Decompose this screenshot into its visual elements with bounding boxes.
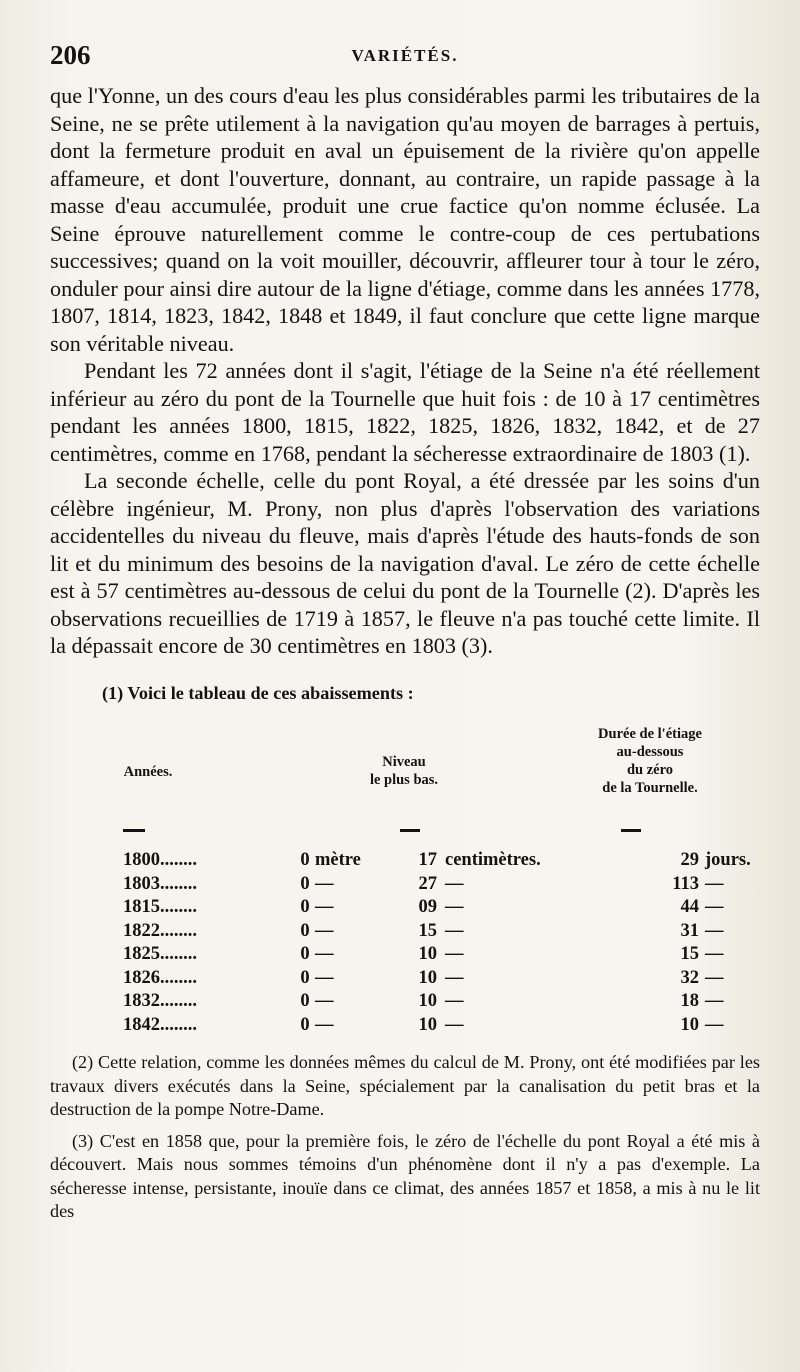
meters-unit-cell: —	[315, 944, 334, 964]
meters-cell: 0	[300, 991, 310, 1011]
days-unit-cell: —	[705, 1014, 724, 1035]
footnote-gap	[50, 1122, 760, 1130]
centimeters-unit-cell: —	[445, 991, 464, 1011]
year-cell: 1832........	[123, 991, 197, 1011]
days-unit-cell: —	[705, 873, 724, 894]
paragraph: que l'Yonne, un des cours d'eau les plus considérables parmi les tributaires de la Seine, ne se prête utilement à la navigation qu'au moyen de barrages à pertuis, dont la fermeture produit en aval un épuisement de la rivière qu'on appelle affameure, et dont l'ouverture, donnant, au contraire, un rapide passage à la masse d'eau accumulée, produit une crue factice qu'on nomme éclusée. La Seine éprouve naturellement comme le contre-coup de ces pertubations successives; quand on la voit mouiller, découvrir, affleurer tour à tour le zéro, onduler pour ainsi dire autour de la ligne d'étiage, comme dans les années 1778, 1807, 1814, 1823, 1842, 1848 et 1849, il faut conclure que cette ligne marque son véritable niveau.	[50, 83, 760, 356]
centimeters-unit-cell: —	[445, 920, 464, 941]
meters-cell: 0	[300, 1014, 310, 1035]
meters-cell: 0	[300, 967, 310, 988]
year-cell: 1803........	[123, 873, 197, 894]
footnote-2: (2) Cette relation, comme les données mêmes du calcul de M. Prony, ont été modifiées par les travaux divers exécutés dans la Seine, spécialement par la canalisation du petit bras et la destruction de la pompe Notre-Dame.	[50, 1052, 760, 1119]
column-header-level	[334, 753, 474, 789]
centimeters-cell: 09	[418, 897, 437, 917]
centimeters-cell: 10	[418, 967, 437, 988]
column-header-duration	[560, 725, 740, 797]
days-cell: 44	[680, 897, 699, 917]
running-head	[50, 40, 760, 74]
centimeters-cell: 17	[418, 850, 437, 870]
centimeters-unit-cell: —	[445, 873, 464, 894]
footnotes	[50, 682, 760, 1224]
header-duration-text: Durée de l'étiage au-dessous du zéro de la Tournelle.	[598, 726, 702, 796]
paragraph: Pendant les 72 années dont il s'agit, l'étiage de la Seine n'a été réellement inférieur au zéro du pont de la Tournelle que huit fois : de 10 à 17 centimètres pendant les années 1800, 1815, 1822, 1825, 1826, 1832, 1842, et de 27 centimètres, comme en 1768, pendant la sécheresse extraordinaire de 1803 (1).	[50, 358, 760, 466]
meters-cell: 0	[300, 850, 310, 870]
centimeters-cell: 15	[418, 920, 437, 941]
year-cell: 1822........	[123, 920, 197, 941]
days-cell: 15	[680, 944, 699, 964]
table-row	[123, 920, 760, 944]
year-cell: 1815........	[123, 897, 197, 917]
days-unit-cell: —	[705, 920, 724, 941]
days-cell: 29	[680, 850, 699, 870]
header-rule	[621, 829, 641, 832]
header-years-text: Années.	[123, 764, 173, 780]
header-rule	[123, 829, 145, 832]
year-cell: 1842........	[123, 1014, 197, 1035]
footnote-1-intro: (1) Voici le tableau de ces abaissements :	[102, 682, 414, 703]
year-cell: 1825........	[123, 944, 197, 964]
column-header-years	[113, 763, 183, 781]
paragraph: La seconde échelle, celle du pont Royal, a été dressée par les soins d'un célèbre ingénieur, M. Prony, non plus d'après l'observation des variations accidentelles du niveau du fleuve, mais d'après l'étude des hauts-fonds de son lit et du minimum des besoins de la navigation d'aval. Le zéro de cette échelle est à 57 centimètres au-dessous de celui du pont de la Tournelle (2). D'après les observations recueillies de 1719 à 1857, le fleuve n'a pas touché cette limite. Il la dépassait encore de 30 centimètres en 1803 (3).	[50, 468, 760, 658]
centimeters-cell: 27	[418, 873, 437, 894]
centimeters-unit-cell: —	[445, 1014, 464, 1035]
days-cell: 32	[680, 967, 699, 988]
centimeters-unit-cell: —	[445, 944, 464, 964]
meters-unit-cell: —	[315, 1014, 334, 1035]
meters-cell: 0	[300, 897, 310, 917]
days-unit-cell: jours.	[705, 850, 751, 870]
year-cell: 1826........	[123, 967, 197, 988]
table-row	[123, 849, 760, 873]
centimeters-unit-cell: —	[445, 967, 464, 988]
table-row	[123, 873, 760, 897]
meters-unit-cell: —	[315, 897, 334, 917]
table-row	[123, 990, 760, 1014]
centimeters-cell: 10	[418, 991, 437, 1011]
days-cell: 113	[672, 873, 699, 894]
days-cell: 18	[680, 991, 699, 1011]
days-cell: 31	[680, 920, 699, 941]
centimeters-cell: 10	[418, 1014, 437, 1035]
centimeters-unit-cell: centimètres.	[445, 850, 541, 870]
footnote-3: (3) C'est en 1858 que, pour la première fois, le zéro de l'échelle du pont Royal a été mis à découvert. Mais nous sommes témoins d'un phénomène dont il n'y a pas d'exemple. La sécheresse intense, persistante, inouïe dans ce climat, des années 1857 et 1858, a mis à nu le lit des	[50, 1130, 760, 1221]
page-number: 206	[50, 40, 91, 70]
meters-unit-cell: —	[315, 991, 334, 1011]
meters-cell: 0	[300, 873, 310, 894]
running-title: VARIÉTÉS.	[351, 46, 459, 65]
table-row	[123, 896, 760, 920]
days-unit-cell: —	[705, 897, 724, 917]
days-cell: 10	[680, 1014, 699, 1035]
table-body	[123, 849, 760, 1037]
low-water-table	[50, 713, 760, 1043]
header-rule	[400, 829, 420, 832]
days-unit-cell: —	[705, 991, 724, 1011]
table-row	[123, 943, 760, 967]
year-cell: 1800........	[123, 850, 197, 870]
centimeters-cell: 10	[418, 944, 437, 964]
meters-unit-cell: —	[315, 873, 334, 894]
meters-cell: 0	[300, 944, 310, 964]
meters-cell: 0	[300, 920, 310, 941]
meters-unit-cell: —	[315, 920, 334, 941]
table-row	[123, 1014, 760, 1038]
table-row	[123, 967, 760, 991]
meters-unit-cell: mètre	[315, 850, 361, 870]
meters-unit-cell: —	[315, 967, 334, 988]
notes-gap	[50, 660, 760, 682]
centimeters-unit-cell: —	[445, 897, 464, 917]
days-unit-cell: —	[705, 967, 724, 988]
days-unit-cell: —	[705, 944, 724, 964]
header-level-text: Niveau le plus bas.	[369, 754, 439, 788]
main-text	[50, 82, 760, 660]
